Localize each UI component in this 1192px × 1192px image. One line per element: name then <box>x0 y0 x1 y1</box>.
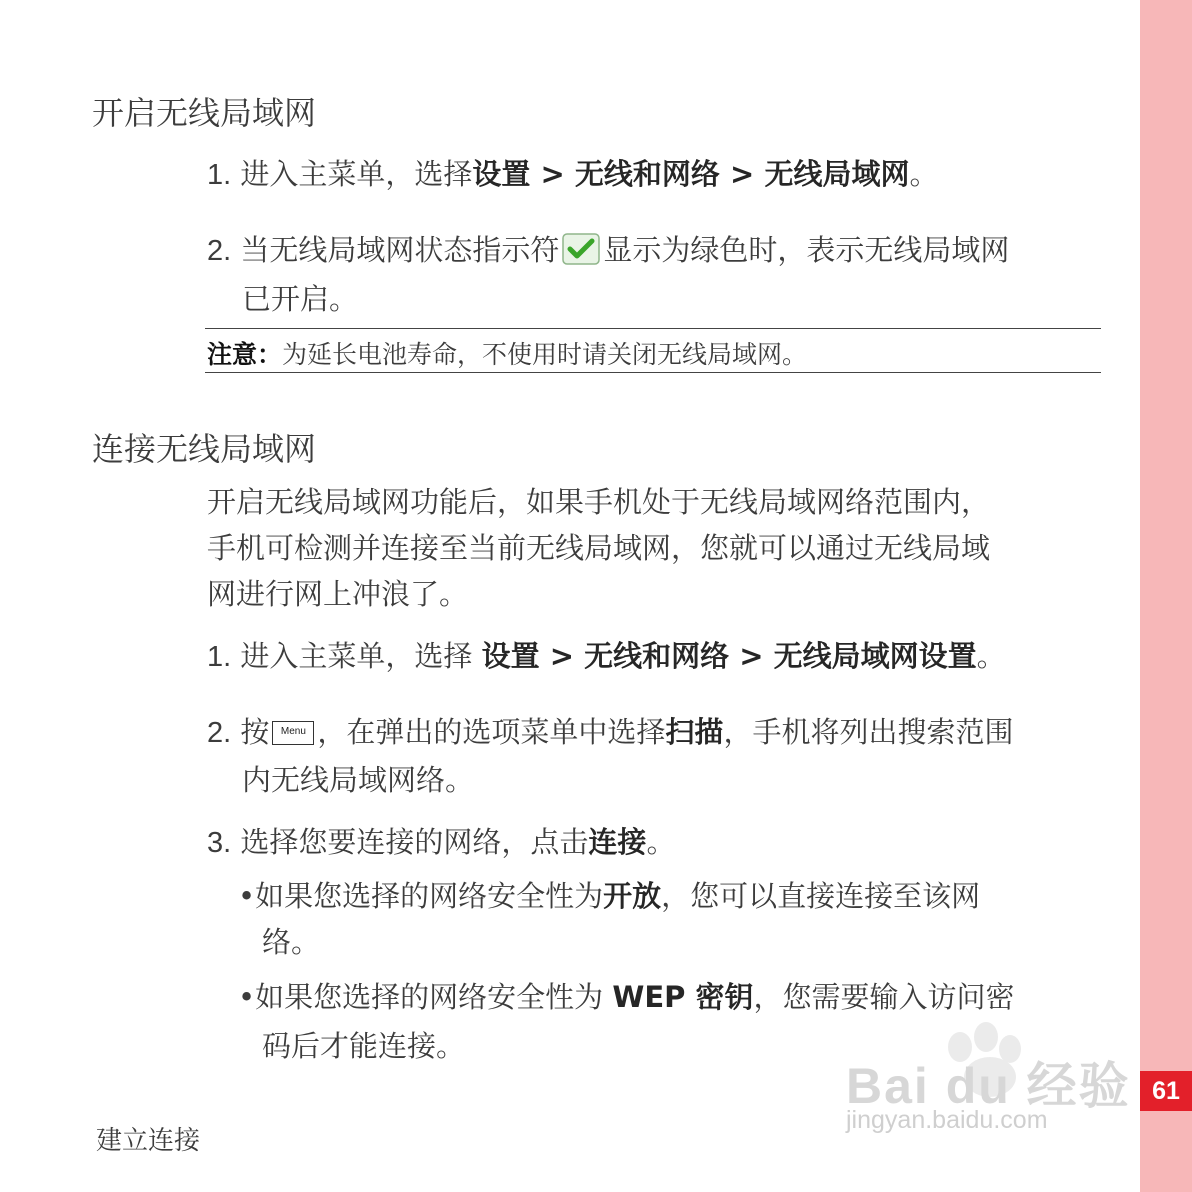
step-text: ，在弹出的选项菜单中选择 <box>317 715 666 749</box>
bullet-text: ，您可以直接连接至该网 <box>661 879 981 913</box>
section-heading-enable-wlan: 开启无线局域网 <box>92 94 317 132</box>
menu-path-separator: > <box>530 157 575 191</box>
menu-path-separator: > <box>719 157 765 191</box>
bullet-wep-network-cont: 码后才能连接。 <box>262 1029 466 1063</box>
bullet-text: 如果您选择的网络安全性为 <box>255 879 604 913</box>
scan-option: 扫描 <box>665 715 724 749</box>
menu-path-wlan-settings: 无线局域网设置 <box>773 639 977 673</box>
step-text: 按 <box>231 715 270 749</box>
step-number: 3. <box>207 827 232 859</box>
enable-step-2-cont: 已开启。 <box>242 282 359 316</box>
watermark-url: jingyan.baidu.com <box>846 1106 1048 1134</box>
bullet-text: ，您需要输入访问密 <box>753 980 1015 1014</box>
bullet-text: 如果您选择的网络安全性为 <box>255 980 613 1014</box>
connect-step-3 <box>207 820 675 861</box>
intro-line-1: 开启无线局域网功能后，如果手机处于无线局域网络范围内， <box>207 485 991 519</box>
page-edge-tab <box>1140 0 1192 1192</box>
step-text: 进入主菜单，选择 <box>231 157 473 191</box>
intro-line-2: 手机可检测并连接至当前无线局域网，您就可以通过无线局域 <box>207 531 991 565</box>
step-text: 进入主菜单，选择 <box>231 639 482 673</box>
step-text: 显示为绿色时，表示无线局域网 <box>603 233 1010 267</box>
note-text: 为延长电池寿命，不使用时请关闭无线局域网。 <box>282 340 808 369</box>
page-number: 61 <box>1140 1071 1192 1111</box>
footer-section-title: 建立连接 <box>96 1126 201 1156</box>
step-number: 1. <box>207 159 232 191</box>
bullet-dot: • <box>238 980 256 1014</box>
watermark-logo-text: Bai du 经验 <box>846 1058 1131 1114</box>
enable-step-2 <box>207 228 1009 269</box>
menu-path-separator: > <box>539 639 585 673</box>
menu-key-icon: Menu <box>272 721 314 745</box>
note-top-rule <box>205 328 1101 329</box>
menu-path-separator: > <box>729 639 774 673</box>
step-number: 2. <box>207 235 232 267</box>
connect-option: 连接 <box>588 825 647 859</box>
intro-line-3: 网进行网上冲浪了。 <box>207 577 469 611</box>
bullet-wep-network <box>238 975 1015 1016</box>
note-label: 注意： <box>207 340 283 369</box>
note <box>207 335 807 371</box>
menu-path-wlan: 无线局域网 <box>764 157 910 191</box>
security-open: 开放 <box>603 879 662 913</box>
bullet-open-network-cont: 络。 <box>262 925 321 959</box>
menu-path-settings: 设置 <box>481 639 540 673</box>
connect-step-2 <box>207 710 1013 751</box>
bullet-open-network <box>238 874 980 915</box>
section-heading-connect-wlan: 连接无线局域网 <box>92 430 317 468</box>
bullet-dot: • <box>238 879 256 913</box>
step-number: 1. <box>207 641 232 673</box>
connect-step-1 <box>207 634 1006 675</box>
step-text: 当无线局域网状态指示符 <box>231 233 560 267</box>
step-text: 。 <box>976 639 1006 673</box>
checkmark-icon <box>562 233 600 265</box>
step-number: 2. <box>207 717 232 749</box>
note-bottom-rule <box>205 372 1101 373</box>
enable-step-1 <box>207 152 938 193</box>
security-wep-key: WEP 密钥 <box>612 980 754 1014</box>
menu-path-wireless-networks: 无线和网络 <box>584 639 730 673</box>
menu-path-settings: 设置 <box>472 157 531 191</box>
step-text: 。 <box>909 157 939 191</box>
step-text: 选择您要连接的网络，点击 <box>231 825 589 859</box>
connect-step-2-cont: 内无线局域网络。 <box>242 763 475 797</box>
menu-path-wireless-networks: 无线和网络 <box>574 157 720 191</box>
step-text: 。 <box>646 825 676 859</box>
step-text: ，手机将列出搜索范围 <box>723 715 1014 749</box>
